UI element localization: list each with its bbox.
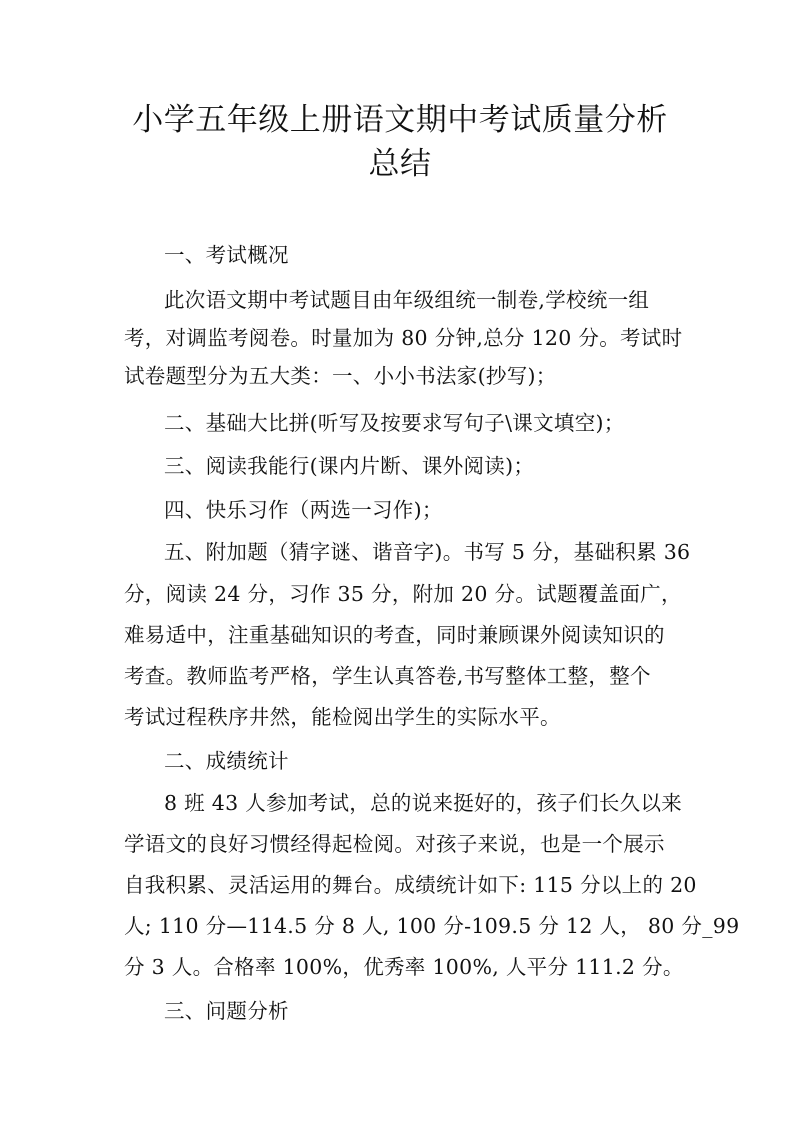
section-heading-problem-analysis: 三、问题分析 (164, 999, 289, 1023)
paragraph-line: 自我积累、灵活运用的舞台。成绩统计如下: 115 分以上的 20 (124, 873, 697, 897)
document-title-line-1: 小学五年级上册语文期中考试质量分析 (132, 102, 668, 138)
paragraph-line: 考试过程秩序井然，能检阅出学生的实际水平。 (124, 705, 561, 729)
paragraph-line: 三、阅读我能行(课内片断、课外阅读)； (164, 454, 535, 478)
paragraph-line: 8 班 43 人参加考试，总的说来挺好的，孩子们长久以来 (164, 791, 683, 815)
section-heading-exam-overview: 一、考试概况 (164, 243, 289, 267)
paragraph-line: 考，对调监考阅卷。时量加为 80 分钟,总分 120 分。考试时 (124, 326, 683, 350)
paragraph-line: 分，阅读 24 分，习作 35 分，附加 20 分。试题覆盖面广， (124, 582, 682, 606)
paragraph-line: 分 3 人。合格率 100%，优秀率 100%, 人平分 111.2 分。 (124, 955, 684, 979)
paragraph-line: 难易适中，注重基础知识的考查，同时兼顾课外阅读知识的 (124, 623, 665, 647)
document-title-line-2: 总结 (368, 146, 432, 182)
paragraph-line: 四、快乐习作（两选一习作)； (164, 498, 443, 522)
paragraph-line: 此次语文期中考试题目由年级组统一制卷,学校统一组 (164, 288, 650, 312)
paragraph-line: 试卷题型分为五大类：一、小小书法家(抄写)； (124, 364, 557, 388)
paragraph-line: 二、基础大比拼(听写及按要求写句子\课文填空)； (164, 411, 625, 435)
paragraph-line: 五、附加题（猜字谜、谐音字)。书写 5 分，基础积累 36 (164, 540, 691, 564)
paragraph-line: 人; 110 分—114.5 分 8 人, 100 分-109.5 分 12 人， 80 分_99 (124, 914, 740, 938)
paragraph-line: 考查。教师监考严格，学生认真答卷,书写整体工整，整个 (124, 664, 651, 688)
section-heading-score-statistics: 二、成绩统计 (164, 749, 289, 773)
paragraph-line: 学语文的良好习惯经得起检阅。对孩子来说，也是一个展示 (124, 832, 665, 856)
